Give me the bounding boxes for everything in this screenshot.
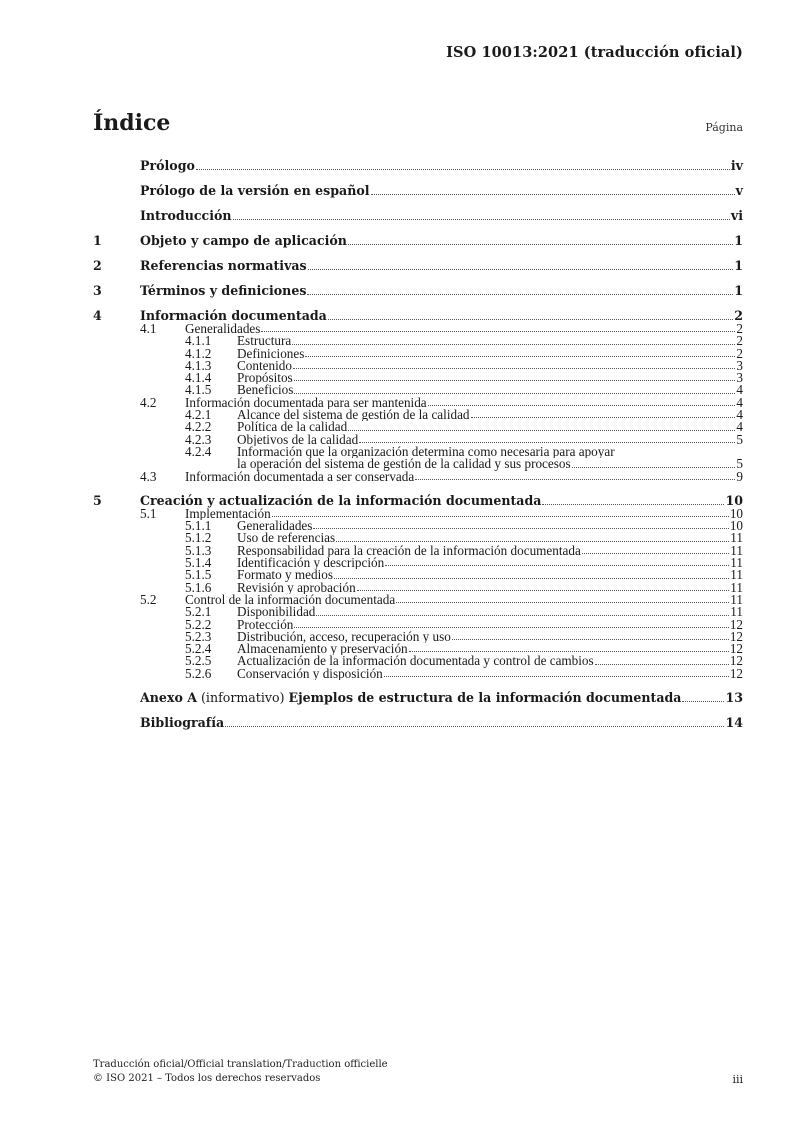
toc-entry-number: 5.2.6: [185, 665, 212, 681]
toc-leader-dots: [294, 626, 728, 628]
toc-entry-page: 12: [729, 653, 743, 669]
toc-entry-page: 11: [730, 579, 743, 595]
toc-leader-dots: [305, 355, 735, 357]
toc-leader-dots: [582, 552, 729, 554]
toc-entry[interactable]: [93, 206, 743, 223]
toc-entry-number: 4.2.1: [185, 407, 212, 423]
toc-entry-number: 5.2.2: [185, 616, 212, 632]
toc-entry-page: 11: [730, 555, 743, 571]
toc-entry-page: 11: [730, 567, 743, 583]
toc-entry-title: Protección: [237, 618, 294, 631]
toc-entry-title: Información documentada para ser mantenida: [185, 396, 427, 410]
toc-leader-dots: [328, 318, 733, 320]
toc-entry-page: 1: [734, 283, 743, 298]
toc-entry[interactable]: [93, 443, 743, 459]
document-id-header: ISO 10013:2021 (traducción oficial): [446, 44, 743, 61]
toc-leader-dots: [293, 367, 735, 369]
toc-entry-page: 10: [729, 505, 743, 521]
toc-entry-title: Beneficios: [237, 384, 294, 397]
toc-leader-dots: [308, 268, 734, 270]
toc-entry-title-continuation: la operación del sistema de gestión de la calidad y sus procesos: [237, 458, 571, 471]
toc-leader-dots: [348, 243, 733, 245]
toc-leader-dots: [294, 392, 735, 394]
toc-entry-number: 4.2: [140, 394, 157, 410]
toc-entry-title: Revisión y aprobación: [237, 581, 356, 594]
toc-leader-dots: [572, 466, 736, 468]
toc-leader-dots: [196, 168, 730, 170]
annex-status: (informativo): [197, 690, 289, 706]
toc-entry-title: Uso de referencias: [237, 532, 336, 545]
toc-leader-dots: [595, 663, 729, 665]
toc-entry-page: iv: [730, 158, 743, 173]
toc-entry-title: Política de la calidad: [237, 421, 348, 434]
toc-entry-continuation[interactable]: [93, 458, 743, 470]
toc-entry-number: 5.2.5: [185, 653, 212, 669]
toc-leader-dots: [396, 601, 729, 603]
toc-entry-page: 3: [736, 370, 743, 386]
toc-entry-number: 4.3: [140, 468, 157, 484]
toc-entry-number: 2: [93, 258, 102, 273]
toc-entry-number: 5.1.1: [185, 518, 212, 534]
toc-entry-number: 5.2.1: [185, 604, 212, 620]
toc-leader-dots: [233, 218, 730, 220]
toc-leader-dots: [292, 343, 735, 345]
toc-leader-dots: [225, 725, 724, 727]
toc-entry-number: 5.1.4: [185, 555, 212, 571]
toc-entry[interactable]: [93, 579, 743, 595]
toc-entry-page: vi: [730, 208, 743, 223]
toc-entry[interactable]: [93, 231, 743, 248]
toc-leader-dots: [357, 589, 730, 591]
toc-entry-number: 4.1.3: [185, 357, 212, 373]
toc-entry-page: 11: [730, 604, 743, 620]
translation-note: Traducción oficial/Official translation/Traduction officielle: [93, 1059, 388, 1070]
toc-leader-dots: [316, 614, 729, 616]
toc-entry-title: Conservación y disposición: [237, 667, 383, 681]
toc-entry-page: 4: [736, 394, 743, 410]
toc-entry-number: 5.2.4: [185, 641, 212, 657]
page-number: iii: [732, 1073, 743, 1086]
toc-entry-page: 4: [736, 407, 743, 423]
toc-entry-title: Introducción: [140, 208, 232, 223]
toc-entry-number: 4.1.1: [185, 333, 212, 349]
toc-leader-dots: [409, 650, 729, 652]
toc-entry-page: 12: [729, 616, 743, 632]
toc-entry[interactable]: [93, 688, 743, 705]
toc-entry[interactable]: [93, 156, 743, 173]
toc-entry-title: Actualización de la información documentada y control de cambios: [237, 655, 594, 668]
toc-leader-dots: [334, 577, 729, 579]
toc-leader-dots: [261, 330, 735, 332]
toc-leader-dots: [307, 293, 733, 295]
toc-entry-number: 5.1.2: [185, 530, 212, 546]
toc-entry-title: Formato y medios: [237, 569, 333, 582]
toc-entry-number: 1: [93, 233, 102, 248]
toc-entry-title: Términos y definiciones: [140, 283, 307, 298]
toc-entry-title: Control de la información documentada: [185, 593, 396, 607]
toc-entry-title: Prólogo: [140, 158, 195, 173]
toc-entry-number: 5.2: [140, 591, 157, 607]
toc-entry-title: Bibliografía: [140, 715, 225, 731]
toc-leader-dots: [385, 564, 729, 566]
toc-entry-title: Distribución, acceso, recuperación y uso: [237, 630, 451, 644]
toc-entry-title: Información documentada a ser conservada: [185, 470, 415, 483]
copyright-notice: © ISO 2021 – Todos los derechos reservados: [93, 1073, 321, 1084]
toc-entry-title: Objetivos de la calidad: [237, 433, 359, 446]
page-title: Índice: [93, 110, 171, 136]
toc-entry-number: 5.2.3: [185, 628, 212, 644]
toc-entry-title: Almacenamiento y preservación: [237, 643, 408, 656]
toc-entry-number: 5.1.3: [185, 542, 212, 558]
toc-entry[interactable]: [93, 384, 743, 396]
toc-entry-page: 4: [736, 419, 743, 435]
toc-entry-title: Información que la organización determina como necesaria para apoyar: [237, 445, 615, 459]
toc-leader-dots: [272, 515, 729, 517]
toc-entry[interactable]: [93, 181, 743, 198]
toc-entry-title: Contenido: [237, 359, 292, 373]
toc-entry-number: 5: [93, 492, 102, 508]
table-of-contents: [93, 156, 743, 730]
toc-leader-dots: [348, 429, 735, 431]
toc-entry-number: 4.2.4: [185, 443, 212, 459]
toc-entry-number: 5.1: [140, 505, 157, 521]
toc-entry-page: 12: [729, 641, 743, 657]
toc-entry-page: 2: [736, 333, 743, 349]
toc-entry-number: 4.2.2: [185, 419, 212, 435]
toc-entry-title: Prólogo de la versión en español: [140, 183, 370, 198]
toc-entry-title: Disponibilidad: [237, 606, 316, 619]
toc-entry-page: 4: [736, 382, 743, 398]
toc-entry-number: 4.1: [140, 321, 157, 336]
toc-entry-number: 4.2.3: [185, 431, 212, 447]
toc-entry-page: 12: [729, 665, 743, 681]
toc-leader-dots: [428, 404, 736, 406]
toc-entry[interactable]: [93, 306, 743, 323]
toc-leader-dots: [452, 638, 729, 640]
toc-entry-page: v: [735, 183, 743, 198]
annex-title: Ejemplos de estructura de la información documentada: [288, 690, 682, 706]
toc-leader-dots: [471, 416, 736, 418]
toc-entry-title: Generalidades: [237, 520, 313, 533]
toc-entry-number: 4.1.2: [185, 345, 212, 361]
toc-entry-title: Estructura: [237, 335, 292, 348]
toc-entry-page: 5: [736, 456, 743, 472]
toc-entry-title: Responsabilidad para la creación de la información documentada: [237, 544, 581, 558]
toc-leader-dots: [313, 527, 728, 529]
toc-entry-number: 4.1.5: [185, 382, 212, 398]
toc-entry-title: Objeto y campo de aplicación: [140, 233, 347, 248]
toc-entry-page: 1: [734, 258, 743, 273]
toc-leader-dots: [384, 675, 729, 677]
toc-entry-title: Generalidades: [185, 323, 261, 336]
toc-entry-page: 2: [734, 308, 743, 323]
toc-entry-number: 3: [93, 283, 102, 298]
toc-entry[interactable]: [93, 713, 743, 730]
toc-entry-page: 1: [734, 233, 743, 248]
toc-entry-page: 10: [729, 518, 743, 534]
toc-entry-number: 4.1.4: [185, 370, 212, 386]
toc-entry[interactable]: [93, 256, 743, 273]
toc-leader-dots: [542, 503, 724, 505]
toc-entry[interactable]: [93, 665, 743, 681]
toc-entry-page: 12: [729, 628, 743, 644]
page-column-label: Página: [705, 121, 743, 134]
toc-entry-number: 5.1.6: [185, 579, 212, 595]
toc-entry-page: 2: [736, 345, 743, 361]
toc-entry-page: 14: [725, 715, 743, 731]
toc-entry-page: 5: [736, 431, 743, 447]
toc-entry-title: Referencias normativas: [140, 258, 307, 273]
toc-entry-page: 3: [736, 357, 743, 373]
toc-entry-title: Alcance del sistema de gestión de la calidad: [237, 409, 470, 422]
toc-entry-page: 11: [730, 542, 743, 558]
toc-entry-title: [140, 690, 681, 705]
toc-entry-page: 9: [736, 468, 743, 484]
toc-leader-dots: [682, 700, 724, 702]
toc-leader-dots: [336, 540, 729, 542]
toc-entry-number: 5.1.5: [185, 567, 212, 583]
toc-entry-title: Implementación: [185, 507, 271, 521]
toc-entry-title: Definiciones: [237, 347, 305, 360]
toc-entry-page: 11: [730, 530, 743, 546]
toc-entry-number: 4: [93, 308, 102, 323]
toc-entry[interactable]: [93, 468, 743, 484]
toc-entry-page: 11: [730, 591, 743, 607]
toc-leader-dots: [371, 193, 735, 195]
annex-label: Anexo A: [140, 690, 198, 706]
toc-entry-page: 13: [725, 690, 743, 706]
toc-leader-dots: [415, 478, 735, 480]
toc-entry-page: 10: [725, 492, 743, 508]
toc-entry-title: Identificación y descripción: [237, 557, 385, 570]
toc-entry-title: Creación y actualización de la información documentada: [140, 492, 542, 508]
toc-leader-dots: [359, 441, 735, 443]
toc-leader-dots: [294, 379, 736, 381]
toc-entry-title: Información documentada: [140, 308, 327, 323]
toc-entry-page: 2: [736, 321, 743, 336]
toc-entry[interactable]: [93, 281, 743, 298]
toc-entry[interactable]: [93, 491, 743, 508]
toc-entry-title: Propósitos: [237, 372, 293, 385]
